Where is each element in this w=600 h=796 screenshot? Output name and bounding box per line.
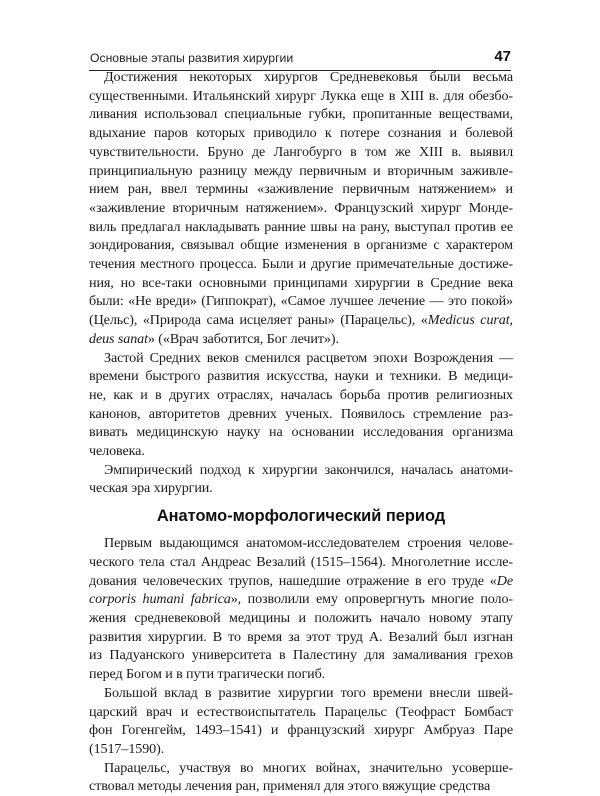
text-segment: » («Врач заботится, Бог лечит»). <box>147 330 339 347</box>
text-segment: человека. <box>89 443 145 460</box>
text-segment: Первым выдающимся анатомом-исследователем строения челове- <box>104 535 513 552</box>
text-line <box>89 721 513 740</box>
page-header <box>89 44 511 71</box>
text-line <box>89 87 513 106</box>
text-segment: жения средневековой медицины и положить начало новому этапу <box>89 609 513 626</box>
text-segment: ческого тела стал Андреас Везалий (1515–1564). Многолетние иссле- <box>89 553 513 570</box>
text-segment: «заживление вторичным натяжением». Французский хирург Монде- <box>89 199 513 216</box>
text-line <box>89 105 513 124</box>
text-line <box>89 572 513 591</box>
text-line <box>89 609 513 628</box>
text-segment: вивать медицинскую науку на основании исследования организма <box>89 424 513 441</box>
text-line <box>89 590 513 609</box>
text-line <box>89 405 513 424</box>
italic-text: Medicus curat, <box>427 312 513 329</box>
text-segment: Большой вклад в развитие хирургии того времени внесли швей- <box>104 684 513 701</box>
section-heading: Анатомо-морфологический период <box>156 507 446 526</box>
text-segment: фон Гогенгейм, 1493–1541) и французский хирург Амбруаз Паре <box>89 722 513 739</box>
text-segment: Застой Средних веков сменился расцветом эпохи Возрождения — <box>104 349 513 366</box>
text-line <box>89 461 513 480</box>
text-line <box>89 124 513 143</box>
text-segment: существенными. Итальянский хирург Лукка еще в XIII в. для обезбо- <box>89 87 513 104</box>
paragraph <box>89 68 513 349</box>
text-segment: », позволили ему опровергнуть многие поло- <box>230 591 513 608</box>
text-line <box>89 646 513 665</box>
paragraph <box>89 759 513 796</box>
text-segment: Парацельс, участвуя во многих войнах, значительно усоверше- <box>104 759 513 776</box>
paragraph <box>89 349 513 461</box>
page-body <box>89 68 513 796</box>
italic-text: corporis humani fabrica <box>89 591 231 608</box>
text-line <box>89 423 513 442</box>
text-segment: чувствительности. Бруно де Лангобурго в том же XIII в. выявил <box>89 143 513 160</box>
text-segment: принципиальную разницу между первичным и вторичным заживле- <box>89 162 513 179</box>
text-line <box>89 255 513 274</box>
paragraph <box>89 684 513 759</box>
text-line <box>89 330 513 349</box>
text-segment: ливания использовал специальные губки, пропитанные веществами, <box>89 106 513 123</box>
text-segment: (1517–1590). <box>89 740 165 757</box>
text-segment: ния, но все-таки основными принципами хирургии в Средние века <box>89 274 513 291</box>
text-line <box>89 386 513 405</box>
text-segment: из Падуанского университета в Палестину для замаливания грехов <box>89 647 513 664</box>
paragraph <box>89 461 513 498</box>
text-line <box>89 442 513 461</box>
text-line <box>89 143 513 162</box>
text-line <box>89 218 513 237</box>
text-segment: перед Богом и в пути трагически погиб. <box>89 666 326 683</box>
text-segment: (Цельс), «Природа сама исцеляет раны» (Парацельс), « <box>89 312 428 329</box>
text-segment: канонов, авторитетов древних ученых. Появилось стремление раз- <box>89 405 513 422</box>
text-line <box>89 236 513 255</box>
text-line <box>89 292 513 311</box>
italic-text: De <box>496 572 513 589</box>
text-segment: зондирования, связывал общие изменения в организме с характером <box>89 237 513 254</box>
text-segment: Достижения некоторых хирургов Средневековья были весьма <box>104 69 513 85</box>
italic-text: deus sanat <box>89 330 148 347</box>
text-segment: царский врач и естествоиспытатель Парацельс (Теофраст Бомбаст <box>89 703 513 720</box>
text-line <box>89 777 513 796</box>
text-line <box>89 274 513 293</box>
paragraph <box>89 534 513 684</box>
text-segment: ствовал методы лечения ран, применял для этого вяжущие средства <box>89 778 491 795</box>
text-line <box>89 628 513 647</box>
text-line <box>89 199 513 218</box>
text-segment: виль предлагал накладывать ранние швы на рану, выступал против ее <box>89 218 513 235</box>
text-segment: течения местного процесса. Были и другие примечательные достиже- <box>89 256 513 273</box>
text-line <box>89 68 513 87</box>
text-line <box>89 162 513 181</box>
text-segment: нием ран, ввел термины «заживление первичным натяжением» и <box>89 181 513 198</box>
text-segment: были: «Не вреди» (Гиппократ), «Самое лучшее лечение — это покой» <box>89 293 513 310</box>
running-head: Основные этапы развития хирургии <box>90 51 294 65</box>
text-line <box>89 703 513 722</box>
text-segment: дования человеческих трупов, нашедшие отражение в его труде « <box>89 572 497 589</box>
text-line <box>89 759 513 778</box>
text-segment: не, как и в других отраслях, началась борьба против религиозных <box>89 386 513 403</box>
text-line <box>89 349 513 368</box>
text-line <box>89 311 513 330</box>
text-line <box>89 479 513 498</box>
text-line <box>89 180 513 199</box>
text-line <box>89 534 513 553</box>
text-segment: ческая эра хирургии. <box>89 480 213 497</box>
page-number: 47 <box>494 48 511 65</box>
text-segment: Эмпирический подход к хирургии закончился, началась анатоми- <box>104 461 513 478</box>
text-line <box>89 665 513 684</box>
text-line <box>89 553 513 572</box>
text-line <box>89 367 513 386</box>
text-segment: времени быстрого развития искусства, науки и техники. В медици- <box>89 368 513 385</box>
text-line <box>89 740 513 759</box>
text-segment: развития хирургии. В то время за этот труд А. Везалий был изгнан <box>89 628 513 645</box>
text-segment: вдыхание паров которых приводило к потере сознания и болевой <box>89 125 513 142</box>
text-line <box>89 684 513 703</box>
